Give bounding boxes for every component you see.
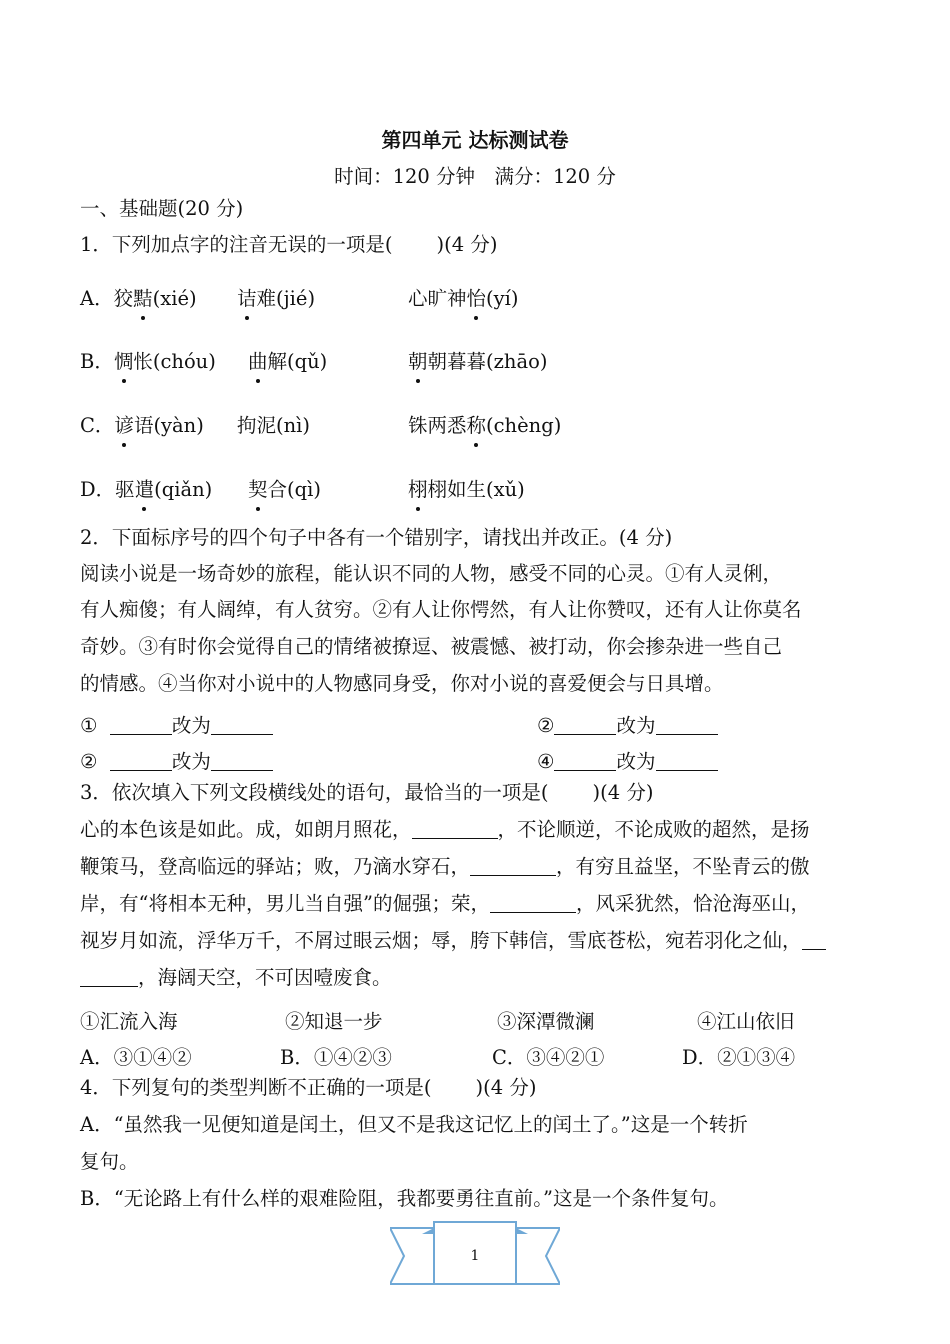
q1-option-b: B．惆怅(chóu)	[80, 346, 216, 374]
q3-passage-line: 岸，有“将相本无种，男儿当自强”的倔强；荣， ，风采犹然，恰沧海巫山，	[80, 892, 810, 915]
answer-blank[interactable]	[412, 820, 498, 839]
q4-option-a: A．“虽然我一见便知道是闰土，但又不是我这记忆上的闰土了。”这是一个转折	[80, 1113, 748, 1136]
answer-blank[interactable]	[802, 931, 826, 950]
answer-blank[interactable]	[211, 716, 273, 735]
q3-passage-line: ，海阔天空，不可因噎废食。	[80, 968, 392, 988]
q2-passage-line: 的情感。④当你对小说中的人物感同身受，你对小说的喜爱便会与日具增。	[80, 672, 724, 695]
q1-option-c-2: 拘泥(nì)	[237, 414, 311, 437]
question-1-stem: 1．下列加点字的注音无误的一项是( )(4 分)	[80, 233, 498, 256]
q1-option-a-2: 诘难(jié)	[237, 283, 315, 311]
q2-answer-1: ① 改为	[80, 710, 273, 738]
answer-blank[interactable]	[490, 894, 576, 913]
question-3-stem: 3．依次填入下列文段横线处的语句，最恰当的一项是( )(4 分)	[80, 781, 654, 804]
q2-passage-line: 有人痴傻；有人阔绰，有人贫穷。②有人让你愕然，有人让你赞叹，还有人让你莫名	[80, 598, 802, 621]
answer-blank[interactable]	[110, 716, 172, 735]
question-4-stem: 4．下列复句的类型判断不正确的一项是( )(4 分)	[80, 1076, 537, 1099]
q2-passage-line: 奇妙。③有时你会觉得自己的情绪被撩逗、被震憾、被打动，你会掺杂进一些自己	[80, 635, 783, 658]
exam-info: 时间：120 分钟 满分：120 分	[334, 165, 616, 188]
page-title: 第四单元 达标测试卷	[381, 128, 569, 152]
q3-item: ④江山依旧	[697, 1010, 795, 1033]
q3-item: ①汇流入海	[80, 1010, 178, 1033]
q4-option-b: B．“无论路上有什么样的艰难险阻，我都要勇往直前。”这是一个条件复句。	[80, 1187, 729, 1210]
answer-blank[interactable]	[656, 752, 718, 771]
q2-passage-line: 阅读小说是一场奇妙的旅程，能认识不同的人物，感受不同的心灵。①有人灵俐，	[80, 562, 783, 585]
q3-passage-line: 鞭策马，登高临远的驿站；败，乃滴水穿石， ，有穷且益坚，不坠青云的傲	[80, 855, 810, 878]
q3-option-b[interactable]: B．①④②③	[280, 1046, 392, 1069]
q4-option-a-cont: 复句。	[80, 1150, 139, 1173]
q1-option-d: D．驱遣(qiǎn)	[80, 474, 212, 502]
q1-option-b-2: 曲解(qǔ)	[248, 346, 327, 374]
question-2-stem: 2．下面标序号的四个句子中各有一个错别字，请找出并改正。(4 分)	[80, 526, 673, 549]
page-number: 1	[470, 1248, 480, 1264]
answer-blank[interactable]	[656, 716, 718, 735]
q1-option-a-3: 心旷神怡(yí)	[408, 283, 519, 311]
q2-answer-2: ② 改为	[537, 710, 718, 738]
section-heading: 一、基础题(20 分)	[80, 197, 244, 220]
q1-option-c: C．谚语(yàn)	[80, 410, 204, 438]
answer-blank[interactable]	[80, 968, 138, 987]
q1-option-d-2: 契合(qì)	[248, 474, 321, 502]
q2-answer-4: ④ 改为	[537, 746, 718, 774]
q3-option-c[interactable]: C．③④②①	[492, 1046, 605, 1069]
q3-item: ②知退一步	[285, 1010, 383, 1033]
q1-option-a: A．狡黠(xié)	[80, 283, 197, 311]
q1-option-b-3: 朝朝暮暮(zhāo)	[408, 346, 547, 374]
answer-blank[interactable]	[110, 752, 172, 771]
q3-option-a[interactable]: A．③①④②	[80, 1046, 192, 1069]
answer-blank[interactable]	[470, 857, 556, 876]
q3-passage-line: 视岁月如流，浮华万千，不屑过眼云烟；辱，胯下韩信，雪底苍松，宛若羽化之仙，	[80, 931, 826, 951]
page-number-ribbon	[390, 1218, 560, 1294]
q1-option-c-3: 铢两悉称(chèng)	[408, 410, 561, 438]
answer-blank[interactable]	[211, 752, 273, 771]
answer-blank[interactable]	[554, 752, 616, 771]
q3-option-d[interactable]: D．②①③④	[682, 1046, 796, 1069]
q2-answer-3: ② 改为	[80, 746, 273, 774]
q3-passage-line: 心的本色该是如此。成，如朗月照花， ，不论顺逆，不论成败的超然，是扬	[80, 818, 810, 841]
answer-blank[interactable]	[554, 716, 616, 735]
q1-option-d-3: 栩栩如生(xǔ)	[408, 474, 525, 502]
q3-item: ③深潭微澜	[497, 1010, 595, 1033]
